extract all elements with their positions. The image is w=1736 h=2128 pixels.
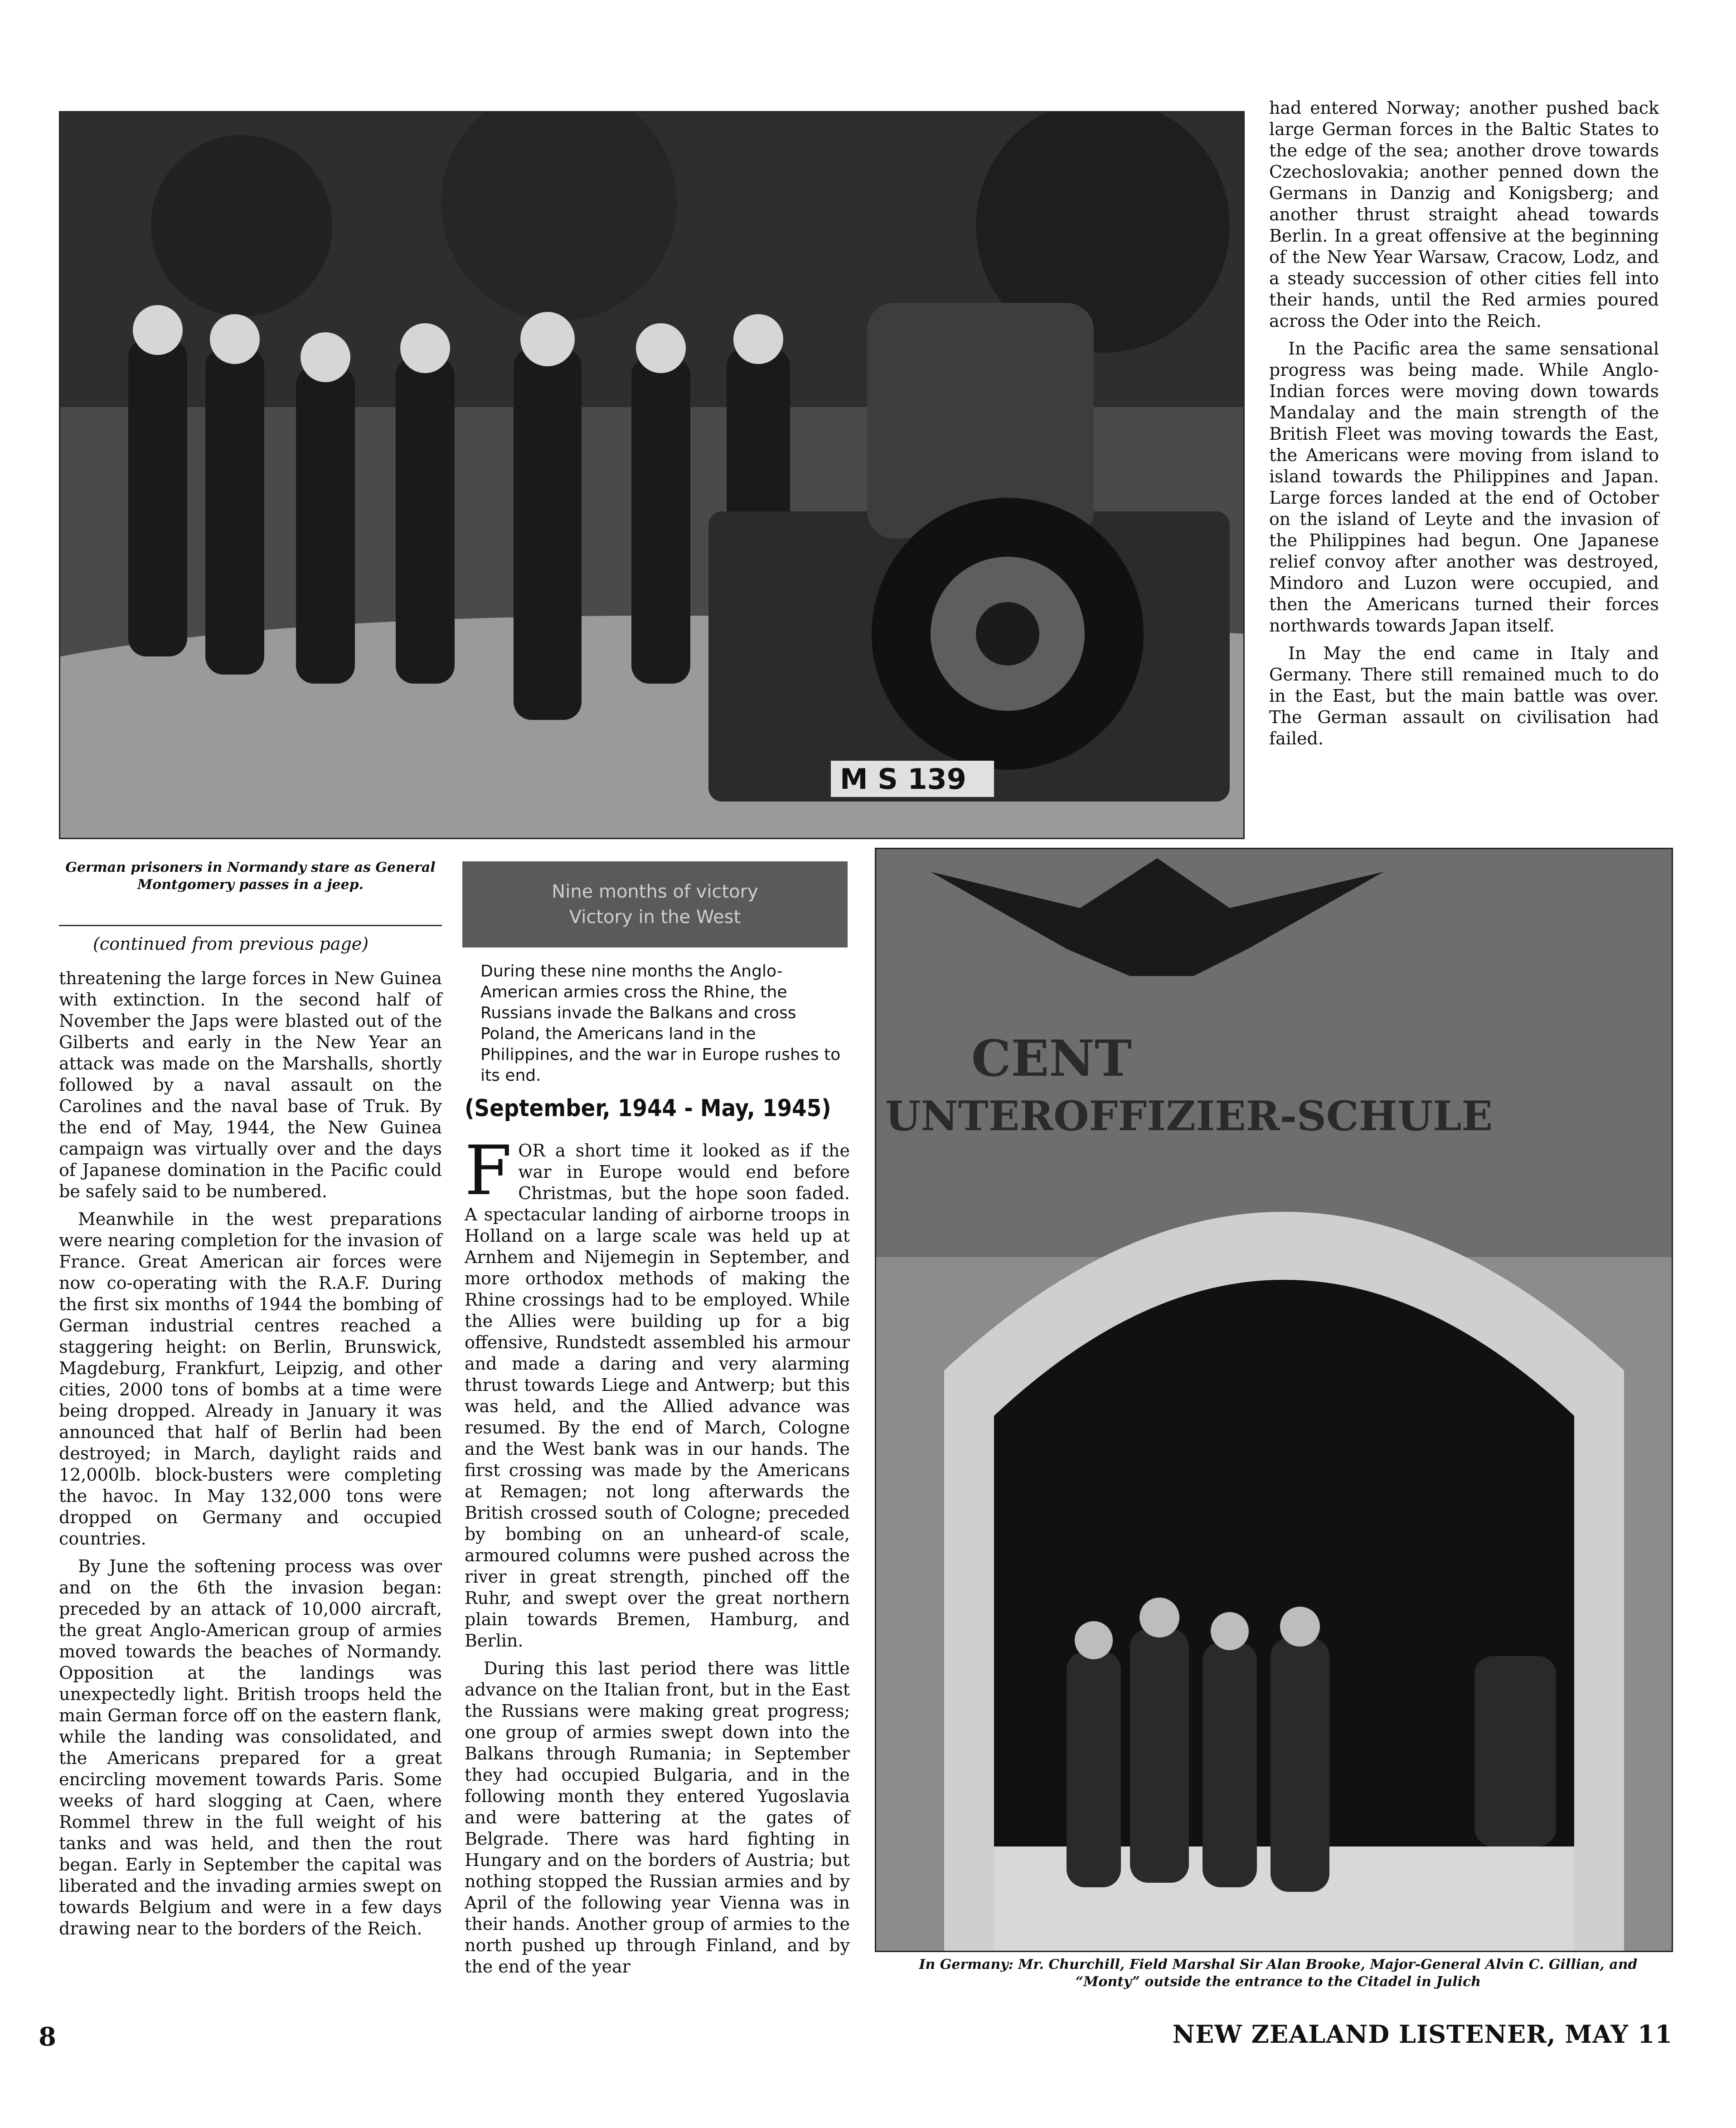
paragraph: In the Pacific area the same sensational progress was being made. While Anglo-Indian forces were moving down towards Mandalay and the main strength of the British Fleet was moving towards the East, the Americans were moving from island to island towards the Philippines and Japan. Large forces landed at the end of October on the island of Leyte and the invasion of the Philippines had begun. One Japanese relief convoy after another was destroyed, Mindoro and Luzon were occupied, and then the Americans turned their forces northwards towards Japan itself.	[1269, 339, 1659, 636]
caption-citadel-photo: In Germany: Mr. Churchill, Field Marshal Sir Alan Brooke, Major-General Alvin C. Gillian, and “Monty” outside the entrance to the Citadel in Julich	[919, 1957, 1638, 1990]
photo-montgomery-jeep-drawing	[60, 112, 1243, 838]
paragraph: By June the softening process was over and on the 6th the invasion began: preceded by an attack of 10,000 aircraft, the great Anglo-American group of armies moved towards the beaches of Normandy. Opposition at the landings was unexpectedly light. British troops held the main German force off on the eastern flank, while the landing was consolidated, and the Americans prepared for a great encircling movement towards Paris. Some weeks of hard slogging at Caen, where Rommel threw in the full weight of his tanks and was held, and then the rout began. Early in September the capital was liberated and the invading armies swept on towards Belgium and were in a few days drawing near to the borders of the Reich.	[59, 1556, 442, 1939]
column-left	[59, 968, 442, 1946]
paragraph: had entered Norway; another pushed back large German forces in the Baltic States to the edge of the sea; another drove towards Czechoslovakia; another penned down the Germans in Danzig and Konigsberg; and another thrust straight ahead towards Berlin. In a great offensive at the beginning of the New Year Warsaw, Cracow, Lodz, and a steady succession of other cities fell into their hands, until the Red armies poured across the Oder into the Reich.	[1269, 98, 1659, 331]
paragraph: During this last period there was little advance on the Italian front, but in the East the Russians were making great progress; one group of armies swept down into the Balkans through Rumania; in September they had occupied Bulgaria, and in the following month they entered Yugoslavia and were battering at the gates of Belgrade. There was hard fighting in Hungary and on the borders of Austria; but nothing stopped the Russian armies and by April of the following year Vienna was in their hands. Another group of armies to the north pushed up through Finland, and by the end of the year	[465, 1658, 850, 1977]
citadel-sign-line1: CENT	[971, 1029, 1132, 1088]
continued-note: (continued from previous page)	[93, 934, 369, 954]
section-banner	[462, 861, 848, 947]
photo-citadel-julich	[875, 848, 1673, 1952]
column-right-top	[1269, 97, 1659, 756]
paragraph: In May the end came in Italy and Germany. There still remained much to do in the East, but the main battle was over. The German assault on civilisation had failed.	[1269, 643, 1659, 748]
page-number: 8	[39, 2022, 56, 2052]
caption-top-photo: German prisoners in Normandy stare as General Montgomery passes in a jeep.	[65, 860, 436, 893]
section-intro: During these nine months the Anglo-American armies cross the Rhine, the Russians invade the Balkans and cross Poland, the Americans land in the Philippines, and the war in Europe rushes to its end.	[480, 962, 841, 1085]
masthead: NEW ZEALAND LISTENER, MAY 11	[1172, 2020, 1673, 2049]
divider	[59, 925, 442, 926]
paragraph: threatening the large forces in New Guinea with extinction. In the second half of November the Japs were blasted out of the Gilberts and early in the New Year an attack was made on the Marshalls, shortly followed by a naval assault on the Carolines and the naval base of Truk. By the end of May, 1944, the New Guinea campaign was virtually over and the days of Japanese domination in the Pacific could be safely said to be numbered.	[59, 968, 442, 1201]
jeep-plate-text: M S 139	[840, 763, 966, 796]
drop-cap: F	[465, 1132, 512, 1210]
citadel-sign-line2: UNTEROFFIZIER-SCHULE	[885, 1092, 1493, 1140]
photo-citadel-julich-drawing	[876, 849, 1672, 1951]
column-middle	[465, 1132, 850, 1984]
banner-line2: Victory in the West	[569, 907, 741, 928]
paragraph	[465, 1132, 850, 1652]
section-subheading: (September, 1944 - May, 1945)	[465, 1095, 831, 1122]
paragraph: Meanwhile in the west preparations were nearing completion for the invasion of France. Great American air forces were now co-operating with the R.A.F. During the first six months of 1944 the bombing of German industrial centres reached a staggering height: on Berlin, Brunswick, Magdeburg, Frankfurt, Leipzig, and other cities, 2000 tons of bombs at a time were being dropped. Already in January it was announced that half of Berlin had been destroyed; in March, daylight raids and 12,000lb. block-busters were completing the havoc. In May 132,000 tons were dropped on Germany and occupied countries.	[59, 1209, 442, 1549]
photo-montgomery-jeep	[59, 111, 1245, 839]
paragraph-text: OR a short time it looked as if the war in Europe would end before Christmas, but the hope soon faded. A spectacular landing of airborne troops in Holland on a large scale was held up at Arnhem and Nijemegin in September, and more orthodox methods of making the Rhine crossings had to be employed. While the Allies were building up for a big offensive, Rundstedt assembled his armour and made a daring and very alarming thrust towards Liege and Antwerp; but this was held, and the Allied advance was resumed. By the end of March, Cologne and the West bank was in our hands. The first crossing was made by the Americans at Remagen; not long afterwards the British crossed south of Cologne; preceded by bombing on an unheard-of scale, armoured columns were pushed across the river in great strength, pinched off the Ruhr, and swept over the great northern plain towards Bremen, Hamburg, and Berlin.	[465, 1141, 850, 1651]
banner-line1: Nine months of victory	[552, 881, 758, 902]
